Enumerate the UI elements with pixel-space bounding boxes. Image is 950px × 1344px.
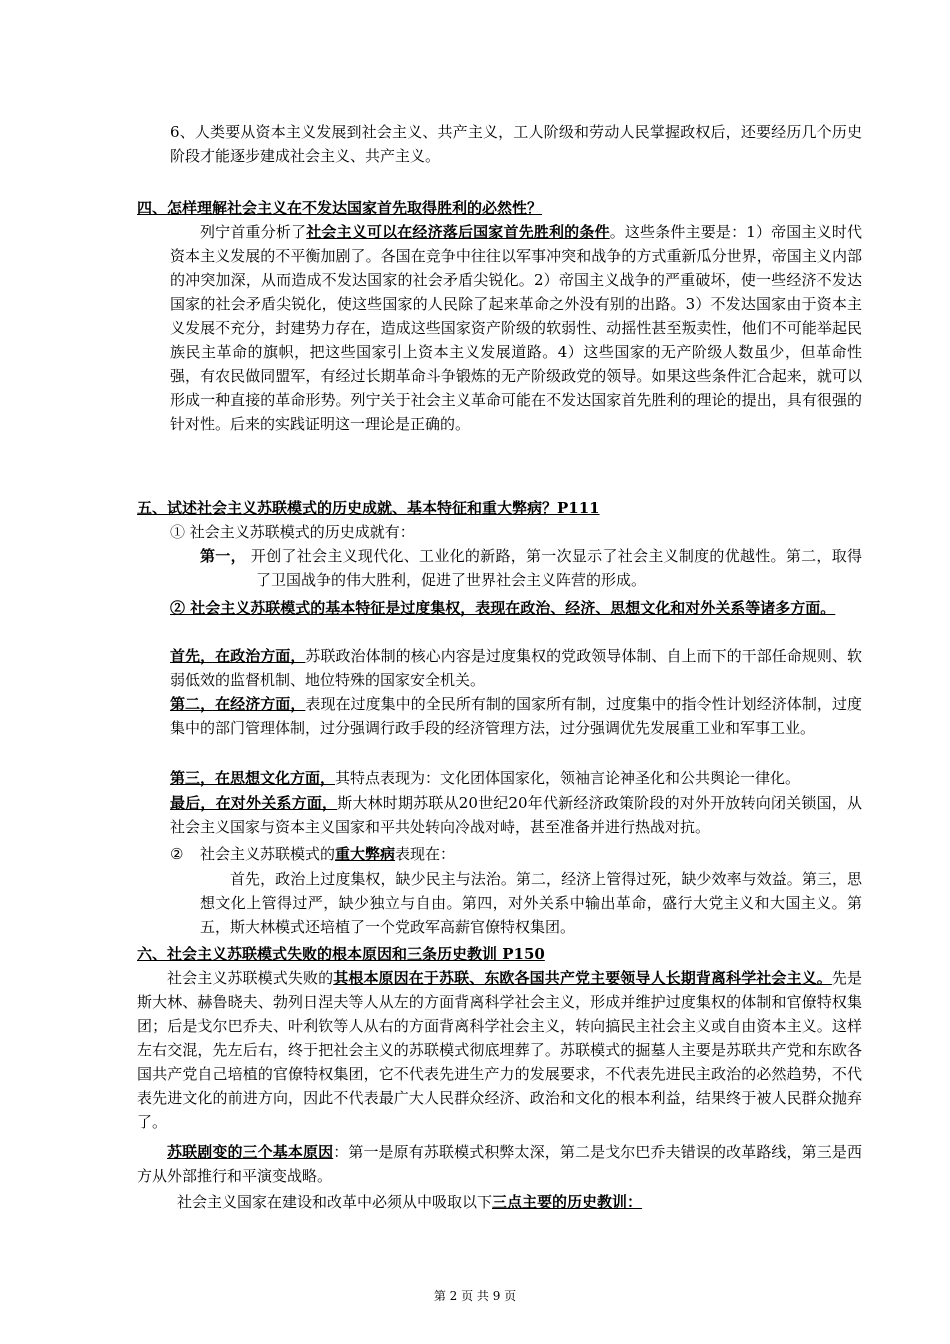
s6-paragraph-2 <box>137 1140 862 1188</box>
s6-p2-key: 苏联剧变的三个基本原因 <box>167 1143 334 1161</box>
s5-features-heading: ② 社会主义苏联模式的基本特征是过度集权，表现在政治、经济、思想文化和对外关系等诸多方面。 <box>170 599 836 617</box>
flaws-post: 表现在： <box>395 845 456 863</box>
economic-text: 表现在过度集中的全民所有制的国家所有制，过度集中的指令性计划经济体制，过度集中的部门管理体制，过分强调行政手段的经济管理方法，过分强调优先发展重工业和军事工业。 <box>170 695 862 737</box>
first-text: 开创了社会主义现代化、工业化的新路，第一次显示了社会主义制度的优越性。第二，取得了卫国战争的伟大胜利，促进了世界社会主义阵营的形成。 <box>250 547 862 589</box>
economic-label: 第二，在经济方面， <box>170 695 306 713</box>
paragraph-6: 6、人类要从资本主义发展到社会主义、共产主义，工人阶级和劳动人民掌握政权后，还要经历几个历史阶段才能逐步建成社会主义、共产主义。 <box>170 123 862 165</box>
foreign-label: 最后，在对外关系方面， <box>170 794 338 812</box>
s4-key-term: 社会主义可以在经济落后国家首先胜利的条件 <box>306 223 610 241</box>
s6-p3-pre: 社会主义国家在建设和改革中必须从中吸取以下 <box>177 1193 493 1211</box>
s5-achievements-heading: ① 社会主义苏联模式的历史成就有： <box>170 523 415 541</box>
s6-p2-post: ：第一是原有苏联模式积弊太深，第二是戈尔巴乔夫错误的改革路线，第三是西方从外部推行和平演变战略。 <box>137 1143 862 1185</box>
s6-p3-key: 三点主要的历史教训： <box>492 1193 643 1211</box>
section-4-body <box>170 220 862 436</box>
s5-feature-political <box>170 644 862 692</box>
political-text: 苏联政治体制的核心内容是过度集权的党政领导体制、自上而下的干部任命规则、软弱低效的监督机制、地位特殊的国家安全机关。 <box>170 647 862 689</box>
s5-flaws-text: 首先，政治上过度集权，缺少民主与法治。第二，经济上管得过死，缺少效率与效益。第三，思想文化上管得过严，缺少独立与自由。第四，对外关系中输出革命，盛行大党主义和大国主义。第五，斯大林模式还培植了一个党政军高薪官僚特权集团。 <box>200 870 862 936</box>
section-5-heading: 五、试述社会主义苏联模式的历史成就、基本特征和重大弊病？P111 <box>137 499 600 517</box>
first-label: 第一， <box>200 547 246 565</box>
culture-text: 其特点表现为：文化团体国家化，领袖言论神圣化和公共舆论一律化。 <box>335 769 801 787</box>
section-6-heading: 六、社会主义苏联模式失败的根本原因和三条历史教训 P150 <box>137 945 545 963</box>
s5-feature-culture <box>170 766 862 790</box>
s6-p1-pre: 社会主义苏联模式失败的 <box>167 969 334 987</box>
s5-feature-economic <box>170 692 862 740</box>
s5-flaws-heading <box>170 842 862 866</box>
section-4-heading: 四、怎样理解社会主义在不发达国家首先取得胜利的必然性？ <box>137 199 543 217</box>
s4-post: 。这些条件主要是：1）帝国主义时代资本主义发展的不平衡加剧了。各国在竞争中往往以军事冲突和战争的方式重新瓜分世界，帝国主义内部的冲突加深，从而造成不发达国家的社会矛盾尖锐化。2）帝国主义战争的严重破坏，使一些经济不发达国家的社会矛盾尖锐化，使这些国家的人民除了起来革命之外没有别的出路。3）不发达国家由于资本主义发展不充分，封建势力存在，造成这些国家资产阶级的软弱性、动摇性甚至叛卖性，他们不可能举起民族民主革命的旗帜，把这些国家引上资本主义发展道路。4）这些国家的无产阶级人数虽少，但革命性强，有农民做同盟军，有经过长期革命斗争锻炼的无产阶级政党的领导。如果这些条件汇合起来，就可以形成一种直接的革命形势。列宁关于社会主义革命可能在不发达国家首先胜利的理论的提出，具有很强的针对性。后来的实践证明这一理论是正确的。 <box>170 223 862 433</box>
page-footer: 第 2 页 共 9 页 <box>433 1289 517 1303</box>
s6-p1-post: 先是斯大林、赫鲁晓夫、勃列日涅夫等人从左的方面背离科学社会主义，形成并维护过度集权的体制和官僚特权集团；后是戈尔巴乔夫、叶利钦等人从右的方面背离科学社会主义，转向搞民主社会主义或自由资本主义。这样左右交混，先左后右，终于把社会主义的苏联模式彻底埋葬了。苏联模式的掘墓人主要是苏联共产党和东欧各国共产党自己培植的官僚特权集团，它不代表先进生产力的发展要求，不代表先进民主政治的必然趋势，不代表先进文化的前进方向，因此不代表最广大人民群众经济、政治和文化的根本利益，结果终于被人民群众抛弃了。 <box>137 969 862 1131</box>
political-label: 首先，在政治方面， <box>170 647 306 665</box>
flaws-key-term: 重大弊病 <box>335 845 396 863</box>
s4-pre: 列宁首重分析了 <box>200 223 307 241</box>
foreign-text: 斯大林时期苏联从20世纪20年代新经济政策阶段的对外开放转向闭关锁国，从社会主义国家与资本主义国家和平共处转向冷战对峙，甚至准备并进行热战对抗。 <box>170 794 862 836</box>
s5-achievement-first <box>200 544 862 592</box>
s6-paragraph-3 <box>137 1190 862 1214</box>
s6-p1-key: 其根本原因在于苏联、东欧各国共产党主要领导人长期背离科学社会主义。 <box>333 969 832 987</box>
flaws-number: ② <box>170 845 184 863</box>
flaws-pre: 社会主义苏联模式的 <box>200 845 336 863</box>
culture-label: 第三，在思想文化方面， <box>170 769 336 787</box>
s5-feature-foreign <box>170 791 862 839</box>
s6-paragraph-1 <box>137 966 862 1134</box>
